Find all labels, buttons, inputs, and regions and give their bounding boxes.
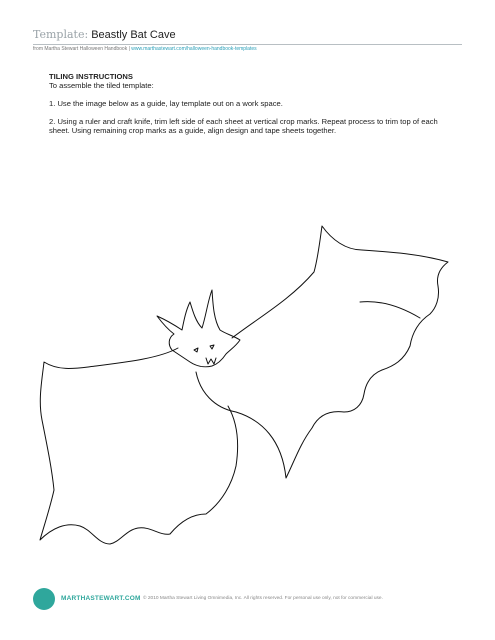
template-name: Beastly Bat Cave: [91, 29, 176, 41]
page-footer: [33, 588, 463, 610]
instructions-heading: TILING INSTRUCTIONS: [49, 72, 133, 81]
bat-eye-left: [194, 348, 198, 352]
bat-wing-right: [196, 226, 448, 478]
instructions-intro: To assemble the tiled template:: [49, 81, 154, 90]
bat-eye-right: [210, 345, 214, 349]
instructions-step-1: 1. Use the image below as a guide, lay template out on a work space.: [49, 99, 283, 108]
title-prefix: Template:: [33, 28, 89, 41]
source-text: from Martha Stewart Halloween Handbook |: [33, 46, 132, 52]
copyright-text: © 2010 Martha Stewart Living Omnimedia, Inc. All rights reserved. For personal use only, not for commercial use.: [143, 596, 383, 601]
source-link[interactable]: www.marthastewart.com/halloween-handbook-templates: [131, 46, 257, 52]
bat-mouth: [206, 358, 216, 364]
bat-head: [157, 290, 240, 367]
martha-stewart-seal-icon: [33, 588, 55, 610]
bat-wing-right-finger-1: [360, 302, 420, 318]
instructions-step-2: 2. Using a ruler and craft knife, trim left side of each sheet at vertical crop marks. Repeat process to trim top of each sheet. Using remaining crop marks as a guide, align design and tape sheets together.: [49, 117, 438, 135]
bat-wing-left: [40, 348, 238, 544]
brand-name: MARTHASTEWART.COM: [61, 595, 141, 602]
